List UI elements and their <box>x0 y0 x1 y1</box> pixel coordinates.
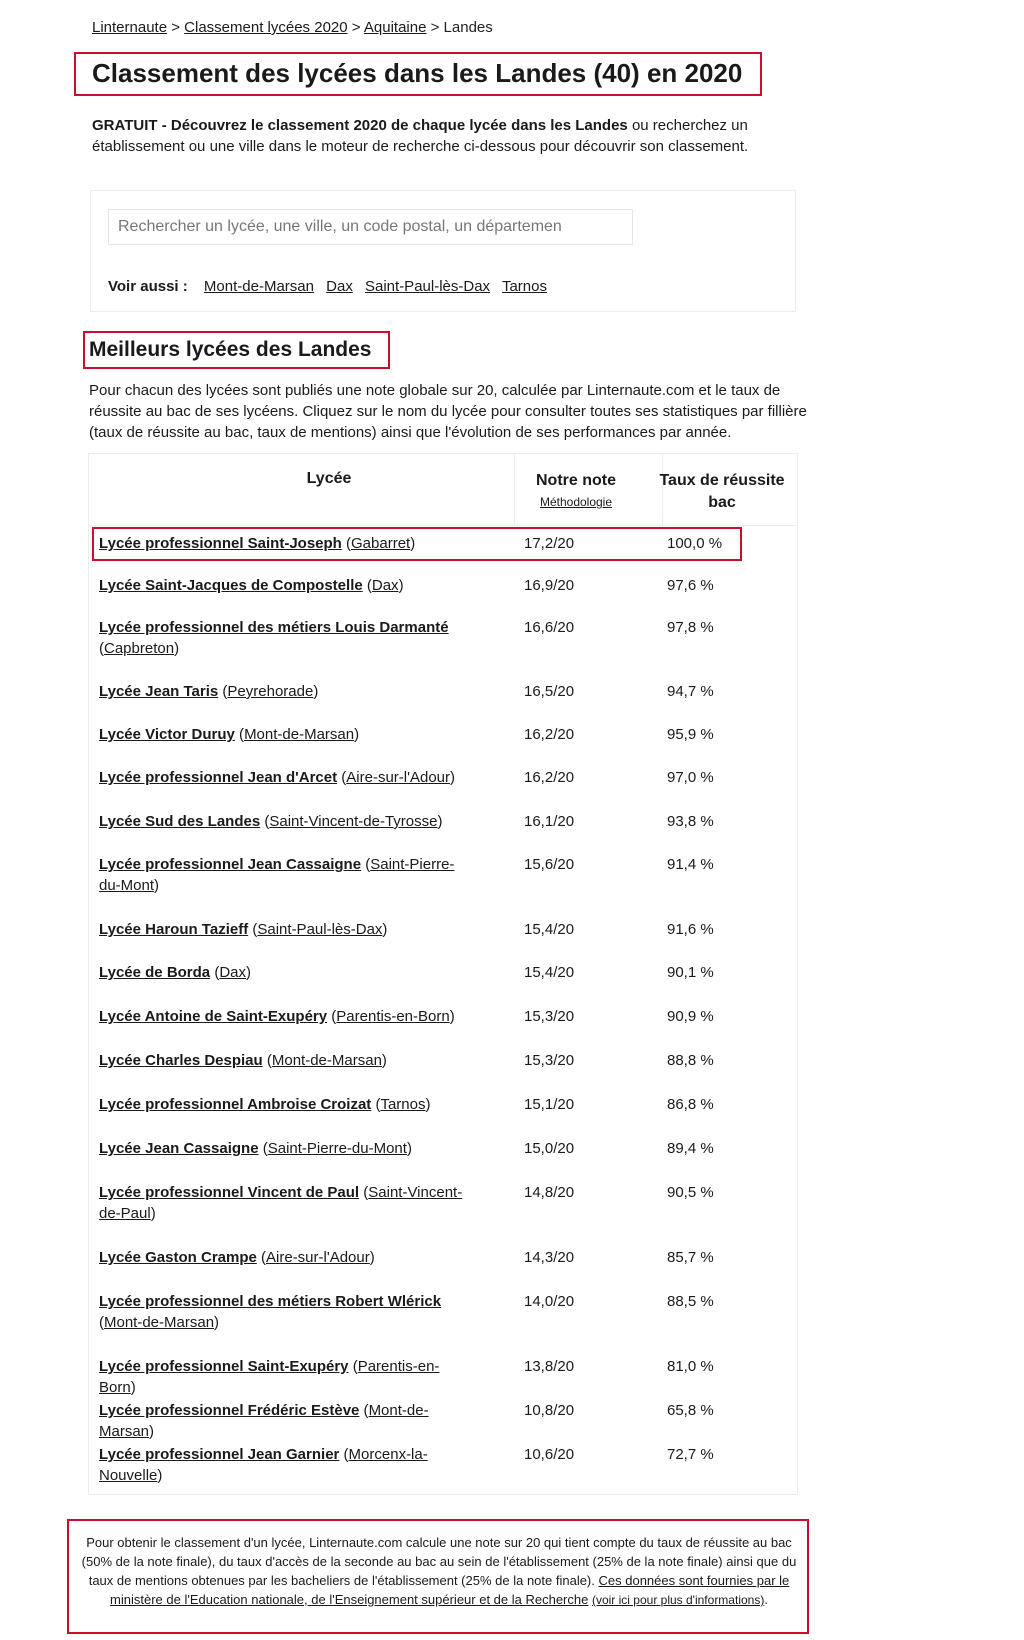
breadcrumb-link-classement[interactable]: Classement lycées 2020 <box>184 19 348 36</box>
school-link[interactable]: Lycée Jean Cassaigne <box>99 1140 259 1157</box>
school-name-cell[interactable]: Lycée professionnel Saint-Joseph (Gabarret) <box>99 535 416 552</box>
taux-cell: 81,0 % <box>667 1358 714 1375</box>
school-name-cell[interactable]: Lycée Sud des Landes (Saint-Vincent-de-Tyrosse) <box>99 813 443 830</box>
breadcrumb-link-aquitaine[interactable]: Aquitaine <box>363 19 427 36</box>
school-name-cell[interactable]: Lycée professionnel Vincent de Paul (Saint-Vincent-de-Paul) <box>99 1184 463 1222</box>
school-link[interactable]: Lycée Charles Despiau <box>99 1052 263 1069</box>
note-cell: 17,2/20 <box>524 535 575 552</box>
breadcrumb-current: Landes <box>443 19 493 36</box>
city-link[interactable]: Mont-de-Marsan <box>104 1314 215 1331</box>
school-link[interactable]: Lycée professionnel des métiers Louis Darmanté <box>99 619 449 636</box>
city-link[interactable]: Saint-Pierre-du-Mont <box>99 856 455 894</box>
taux-cell: 90,9 % <box>667 1008 714 1025</box>
taux-cell: 86,8 % <box>667 1096 714 1113</box>
search-input[interactable] <box>108 209 633 245</box>
school-name-cell[interactable]: Lycée professionnel Ambroise Croizat (Tarnos) <box>99 1096 431 1113</box>
city-link[interactable]: Parentis-en-Born <box>99 1358 440 1396</box>
school-link[interactable]: Lycée professionnel Saint-Exupéry <box>99 1358 349 1375</box>
search-panel <box>90 190 796 312</box>
column-header-note <box>521 470 631 510</box>
city-link[interactable]: Peyrehorade <box>227 683 314 700</box>
intro-rest: ou recherchez un établissement ou une ville dans le moteur de recherche ci-dessous pour découvrir son classement. <box>92 117 749 155</box>
school-link[interactable]: Lycée Jean Taris <box>99 683 219 700</box>
city-link[interactable]: Mont-de-Marsan <box>99 1402 429 1440</box>
school-link[interactable]: Lycée professionnel Jean d'Arcet <box>99 769 338 786</box>
school-name-cell[interactable]: Lycée professionnel Frédéric Estève (Mont-de-Marsan) <box>99 1402 429 1440</box>
note-cell: 15,4/20 <box>524 921 575 938</box>
intro-text <box>92 115 772 157</box>
school-name-cell[interactable]: Lycée Gaston Crampe (Aire-sur-l'Adour) <box>99 1249 375 1266</box>
note-cell: 10,8/20 <box>524 1402 575 1419</box>
city-link[interactable]: Mont-de-Marsan <box>244 726 355 743</box>
ranking-table <box>88 453 798 1495</box>
footer-end: . <box>764 1592 768 1607</box>
school-name-cell[interactable]: Lycée Victor Duruy (Mont-de-Marsan) <box>99 726 360 743</box>
school-name-cell[interactable]: Lycée Jean Cassaigne (Saint-Pierre-du-Mont) <box>99 1140 412 1157</box>
note-cell: 16,1/20 <box>524 813 575 830</box>
column-header-note-label: Notre note <box>536 472 616 489</box>
city-link[interactable]: Aire-sur-l'Adour <box>266 1249 370 1266</box>
note-cell: 13,8/20 <box>524 1358 575 1375</box>
city-link[interactable]: Saint-Vincent-de-Tyrosse <box>269 813 438 830</box>
see-also-link-mont-de-marsan[interactable]: Mont-de-Marsan <box>203 278 314 295</box>
school-link[interactable]: Lycée Sud des Landes <box>99 813 261 830</box>
school-name-cell[interactable]: Lycée Antoine de Saint-Exupéry (Parentis-en-Born) <box>99 1008 455 1025</box>
note-cell: 16,5/20 <box>524 683 575 700</box>
table-divider <box>514 454 515 525</box>
city-link[interactable]: Morcenx-la-Nouvelle <box>99 1446 428 1484</box>
city-link[interactable]: Capbreton <box>104 640 175 657</box>
note-cell: 15,1/20 <box>524 1096 575 1113</box>
note-cell: 10,6/20 <box>524 1446 575 1463</box>
first-row-highlight-box <box>92 527 742 561</box>
note-cell: 15,3/20 <box>524 1008 575 1025</box>
note-cell: 15,3/20 <box>524 1052 575 1069</box>
school-name-cell[interactable]: Lycée professionnel des métiers Louis Darmanté (Capbreton) <box>99 619 449 657</box>
school-link[interactable]: Lycée Gaston Crampe <box>99 1249 257 1266</box>
school-name-cell[interactable]: Lycée Charles Despiau (Mont-de-Marsan) <box>99 1052 387 1069</box>
school-link[interactable]: Lycée professionnel Saint-Joseph <box>99 535 342 552</box>
note-cell: 16,2/20 <box>524 769 575 786</box>
breadcrumb-link-linternaute[interactable]: Linternaute <box>92 19 168 36</box>
taux-cell: 90,5 % <box>667 1184 714 1201</box>
city-link[interactable]: Saint-Vincent-de-Paul <box>99 1184 463 1222</box>
note-cell: 16,9/20 <box>524 577 575 594</box>
taux-cell: 91,6 % <box>667 921 714 938</box>
note-cell: 14,0/20 <box>524 1293 575 1310</box>
city-link[interactable]: Dax <box>371 577 399 594</box>
school-link[interactable]: Lycée Haroun Tazieff <box>99 921 249 938</box>
page-title: Classement des lycées dans les Landes (40) en 2020 <box>92 58 743 88</box>
intro-bold: GRATUIT - Découvrez le classement 2020 de chaque lycée dans les Landes <box>92 117 628 134</box>
school-name-cell[interactable]: Lycée de Borda (Dax) <box>99 964 252 981</box>
school-link[interactable]: Lycée professionnel des métiers Robert Wlérick <box>99 1293 442 1310</box>
see-also-link-dax[interactable]: Dax <box>326 278 353 295</box>
methodology-note-text: Pour obtenir le classement d'un lycée, Linternaute.com calcule une note sur 20 qui tient compte du taux de réussite au bac (50% de la note finale), du taux d'accès de la seconde au bac au sein de l'établissement (25% de la note finale) ainsi que du taux de mentions obtenues par les bacheliers de l'établissement (25% de la note finale). <box>81 1535 797 1588</box>
school-name-cell[interactable]: Lycée professionnel Jean d'Arcet (Aire-sur-l'Adour) <box>99 769 456 786</box>
column-header-taux: Taux de réussite bac <box>659 472 785 511</box>
school-name-cell[interactable]: Lycée Jean Taris (Peyrehorade) <box>99 683 319 700</box>
taux-cell: 88,5 % <box>667 1293 714 1310</box>
taux-cell: 97,0 % <box>667 769 714 786</box>
note-cell: 16,2/20 <box>524 726 575 743</box>
school-link[interactable]: Lycée professionnel Jean Garnier <box>99 1446 340 1463</box>
school-name-cell[interactable]: Lycée professionnel Jean Cassaigne (Saint-Pierre-du-Mont) <box>99 856 455 894</box>
taux-cell: 97,6 % <box>667 577 714 594</box>
section-description: Pour chacun des lycées sont publiés une note globale sur 20, calculée par Linternaute.com et le taux de réussite au bac de ses lycéens. Cliquez sur le nom du lycée pour consulter toutes ses statistiques par fillière (taux de réussite au bac, taux de mentions) ainsi que l'évolution de ses performances par année. <box>89 382 807 441</box>
school-link[interactable]: Lycée professionnel Frédéric Estève <box>99 1402 360 1419</box>
school-name-cell[interactable]: Lycée professionnel Saint-Exupéry (Parentis-en-Born) <box>99 1358 440 1396</box>
school-name-cell[interactable]: Lycée Saint-Jacques de Compostelle (Dax) <box>99 577 404 594</box>
section-title: Meilleurs lycées des Landes <box>89 338 372 361</box>
school-name-cell[interactable]: Lycée professionnel des métiers Robert Wlérick (Mont-de-Marsan) <box>99 1293 442 1331</box>
column-header-lycee: Lycée <box>306 470 352 487</box>
table-header-divider <box>89 525 797 526</box>
breadcrumb-separator: > <box>430 19 440 36</box>
note-cell: 15,4/20 <box>524 964 575 981</box>
note-cell: 14,3/20 <box>524 1249 575 1266</box>
school-link[interactable]: Lycée Victor Duruy <box>99 726 235 743</box>
taux-cell: 100,0 % <box>667 535 723 552</box>
taux-cell: 94,7 % <box>667 683 714 700</box>
breadcrumb <box>92 19 493 36</box>
city-link[interactable]: Gabarret <box>351 535 411 552</box>
data-source-text: Ces données sont fournies par le ministère de l'Education nationale, de l'Enseignement supérieur et de la Recherche <box>110 1573 790 1607</box>
taux-cell: 89,4 % <box>667 1140 714 1157</box>
methodology-note <box>76 1533 802 1610</box>
city-link[interactable]: Parentis-en-Born <box>336 1008 450 1025</box>
taux-cell: 90,1 % <box>667 964 714 981</box>
school-link[interactable]: Lycée professionnel Jean Cassaigne <box>99 856 362 873</box>
note-cell: 16,6/20 <box>524 619 575 636</box>
methodology-link[interactable]: Méthodologie <box>539 495 613 509</box>
taux-cell: 88,8 % <box>667 1052 714 1069</box>
see-also-label: Voir aussi : <box>108 278 188 295</box>
note-cell: 15,6/20 <box>524 856 575 873</box>
note-cell: 14,8/20 <box>524 1184 575 1201</box>
city-link[interactable]: Tarnos <box>380 1096 426 1113</box>
school-link[interactable]: Lycée professionnel Vincent de Paul <box>99 1184 360 1201</box>
city-link[interactable]: Dax <box>219 964 247 981</box>
breadcrumb-separator: > <box>171 19 180 36</box>
taux-cell: 97,8 % <box>667 619 714 636</box>
breadcrumb-separator: > <box>351 19 361 36</box>
note-cell: 15,0/20 <box>524 1140 575 1157</box>
city-link[interactable]: Saint-Pierre-du-Mont <box>267 1140 407 1157</box>
city-link[interactable]: Mont-de-Marsan <box>271 1052 382 1069</box>
taux-cell: 72,7 % <box>667 1446 714 1463</box>
school-link[interactable]: Lycée de Borda <box>99 964 211 981</box>
see-also-link-saint-paul-les-dax[interactable]: Saint-Paul-lès-Dax <box>365 278 491 295</box>
see-also <box>108 278 555 295</box>
school-link[interactable]: Lycée Antoine de Saint-Exupéry <box>99 1008 328 1025</box>
see-also-link-tarnos[interactable]: Tarnos <box>501 278 547 295</box>
school-link[interactable]: Lycée Saint-Jacques de Compostelle <box>99 577 363 594</box>
taux-cell: 95,9 % <box>667 726 714 743</box>
taux-cell: 93,8 % <box>667 813 714 830</box>
taux-cell: 85,7 % <box>667 1249 714 1266</box>
school-name-cell[interactable]: Lycée professionnel Jean Garnier (Morcenx-la-Nouvelle) <box>99 1446 428 1484</box>
more-info-link[interactable]: (voir ici pour plus d'informations) <box>591 1593 765 1607</box>
taux-cell: 65,8 % <box>667 1402 714 1419</box>
taux-cell: 91,4 % <box>667 856 714 873</box>
school-link[interactable]: Lycée professionnel Ambroise Croizat <box>99 1096 372 1113</box>
city-link[interactable]: Saint-Paul-lès-Dax <box>257 921 383 938</box>
city-link[interactable]: Aire-sur-l'Adour <box>346 769 451 786</box>
school-name-cell[interactable]: Lycée Haroun Tazieff (Saint-Paul-lès-Dax) <box>99 921 388 938</box>
